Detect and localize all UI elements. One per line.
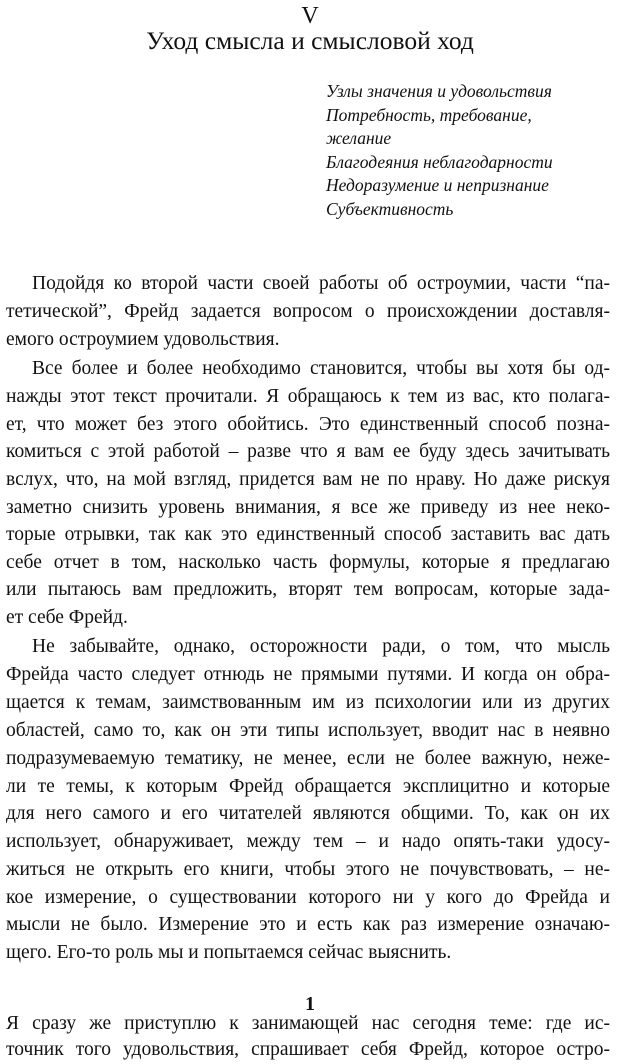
epigraph-line: Узлы значения и удовольствия [326,81,552,101]
text-line: нажды этот текст прочитали. Я обращаюсь к тем из вас, кто полага- [6,386,610,407]
section-number: 1 [305,993,315,1015]
text-line: ет себе Фрейд. [6,607,128,628]
text-line: ет, что может без этого обойтись. Это единственный способ позна- [6,414,610,435]
text-line: ли те темы, к которым Фрейд обращается эксплицитно и которые [6,776,610,797]
text-line: областей, само то, как он эти типы использует, вводит нас в неявно [6,720,610,741]
chapter-number: V [301,3,319,29]
epigraph-line: желание [326,128,392,148]
text-line: емого остроумием удовольствия. [6,329,280,350]
epigraph-line: Потребность, требование, [326,104,532,125]
text-line: заметно снизить уровень внимания, я все же приведу из нее неко- [6,497,610,518]
text-line: Не забывайте, однако, осторожности ради, о том, что мысль [32,636,610,657]
chapter-title: Уход смысла и смысловой ход [146,26,474,55]
text-line: тетической”, Фрейд задается вопросом о происхождении доставля- [6,301,610,322]
text-line: Подойдя ко второй части своей работы об остроумии, части “па- [32,273,610,294]
text-line: Все более и более необходимо становится, чтобы вы хотя бы од- [32,358,610,379]
epigraph [326,80,606,221]
text-line: Я сразу же приступлю к занимающей нас сегодня теме: где ис- [6,1013,610,1034]
epigraph-line: Недоразумение и непризнание [326,175,549,195]
text-line: или пытаюсь вам предложить, вторят тем вопросам, которые зада- [6,579,610,600]
text-line: комиться с этой работой – разве что я вам ее буду здесь зачитывать [6,441,610,462]
text-line: житься не открыть его книги, чтобы этого не почувствовать, – не- [6,859,610,880]
text-line: кое измерение, о существовании которого ни у кого до Фрейда и [6,887,610,908]
text-line: себе отчет в том, насколько часть формулы, которые я предлагаю [6,552,610,573]
text-line: для него самого и его читателей являются общими. То, как он их [6,803,610,824]
epigraph-line: Субъективность [326,198,454,219]
text-line: вслух, что, на мой взгляд, придется вам не по нраву. Но даже рискуя [6,469,610,490]
epigraph-line: Благодеяния неблагодарности [326,151,553,172]
text-line: мысли не было. Измерение это и есть как раз измерение означаю- [6,914,610,935]
text-line: подразумеваемую тематику, не менее, если не более важную, неже- [6,748,610,769]
text-line: Фрейда часто следует отнюдь не прямыми путями. И когда он обра- [6,664,610,685]
text-line: использует, обнаруживает, между тем – и надо опять-таки удосу- [6,831,610,852]
text-line: точник того удовольствия, спрашивает себя Фрейд, которое остро- [6,1039,610,1060]
text-line: щается к темам, заимствованным им из психологии или из других [6,692,610,713]
text-line: щего. Его-то роль мы и попытаемся сейчас выяснить. [6,942,452,963]
text-line: торые отрывки, так как это единственный способ заставить вас дать [6,524,610,545]
